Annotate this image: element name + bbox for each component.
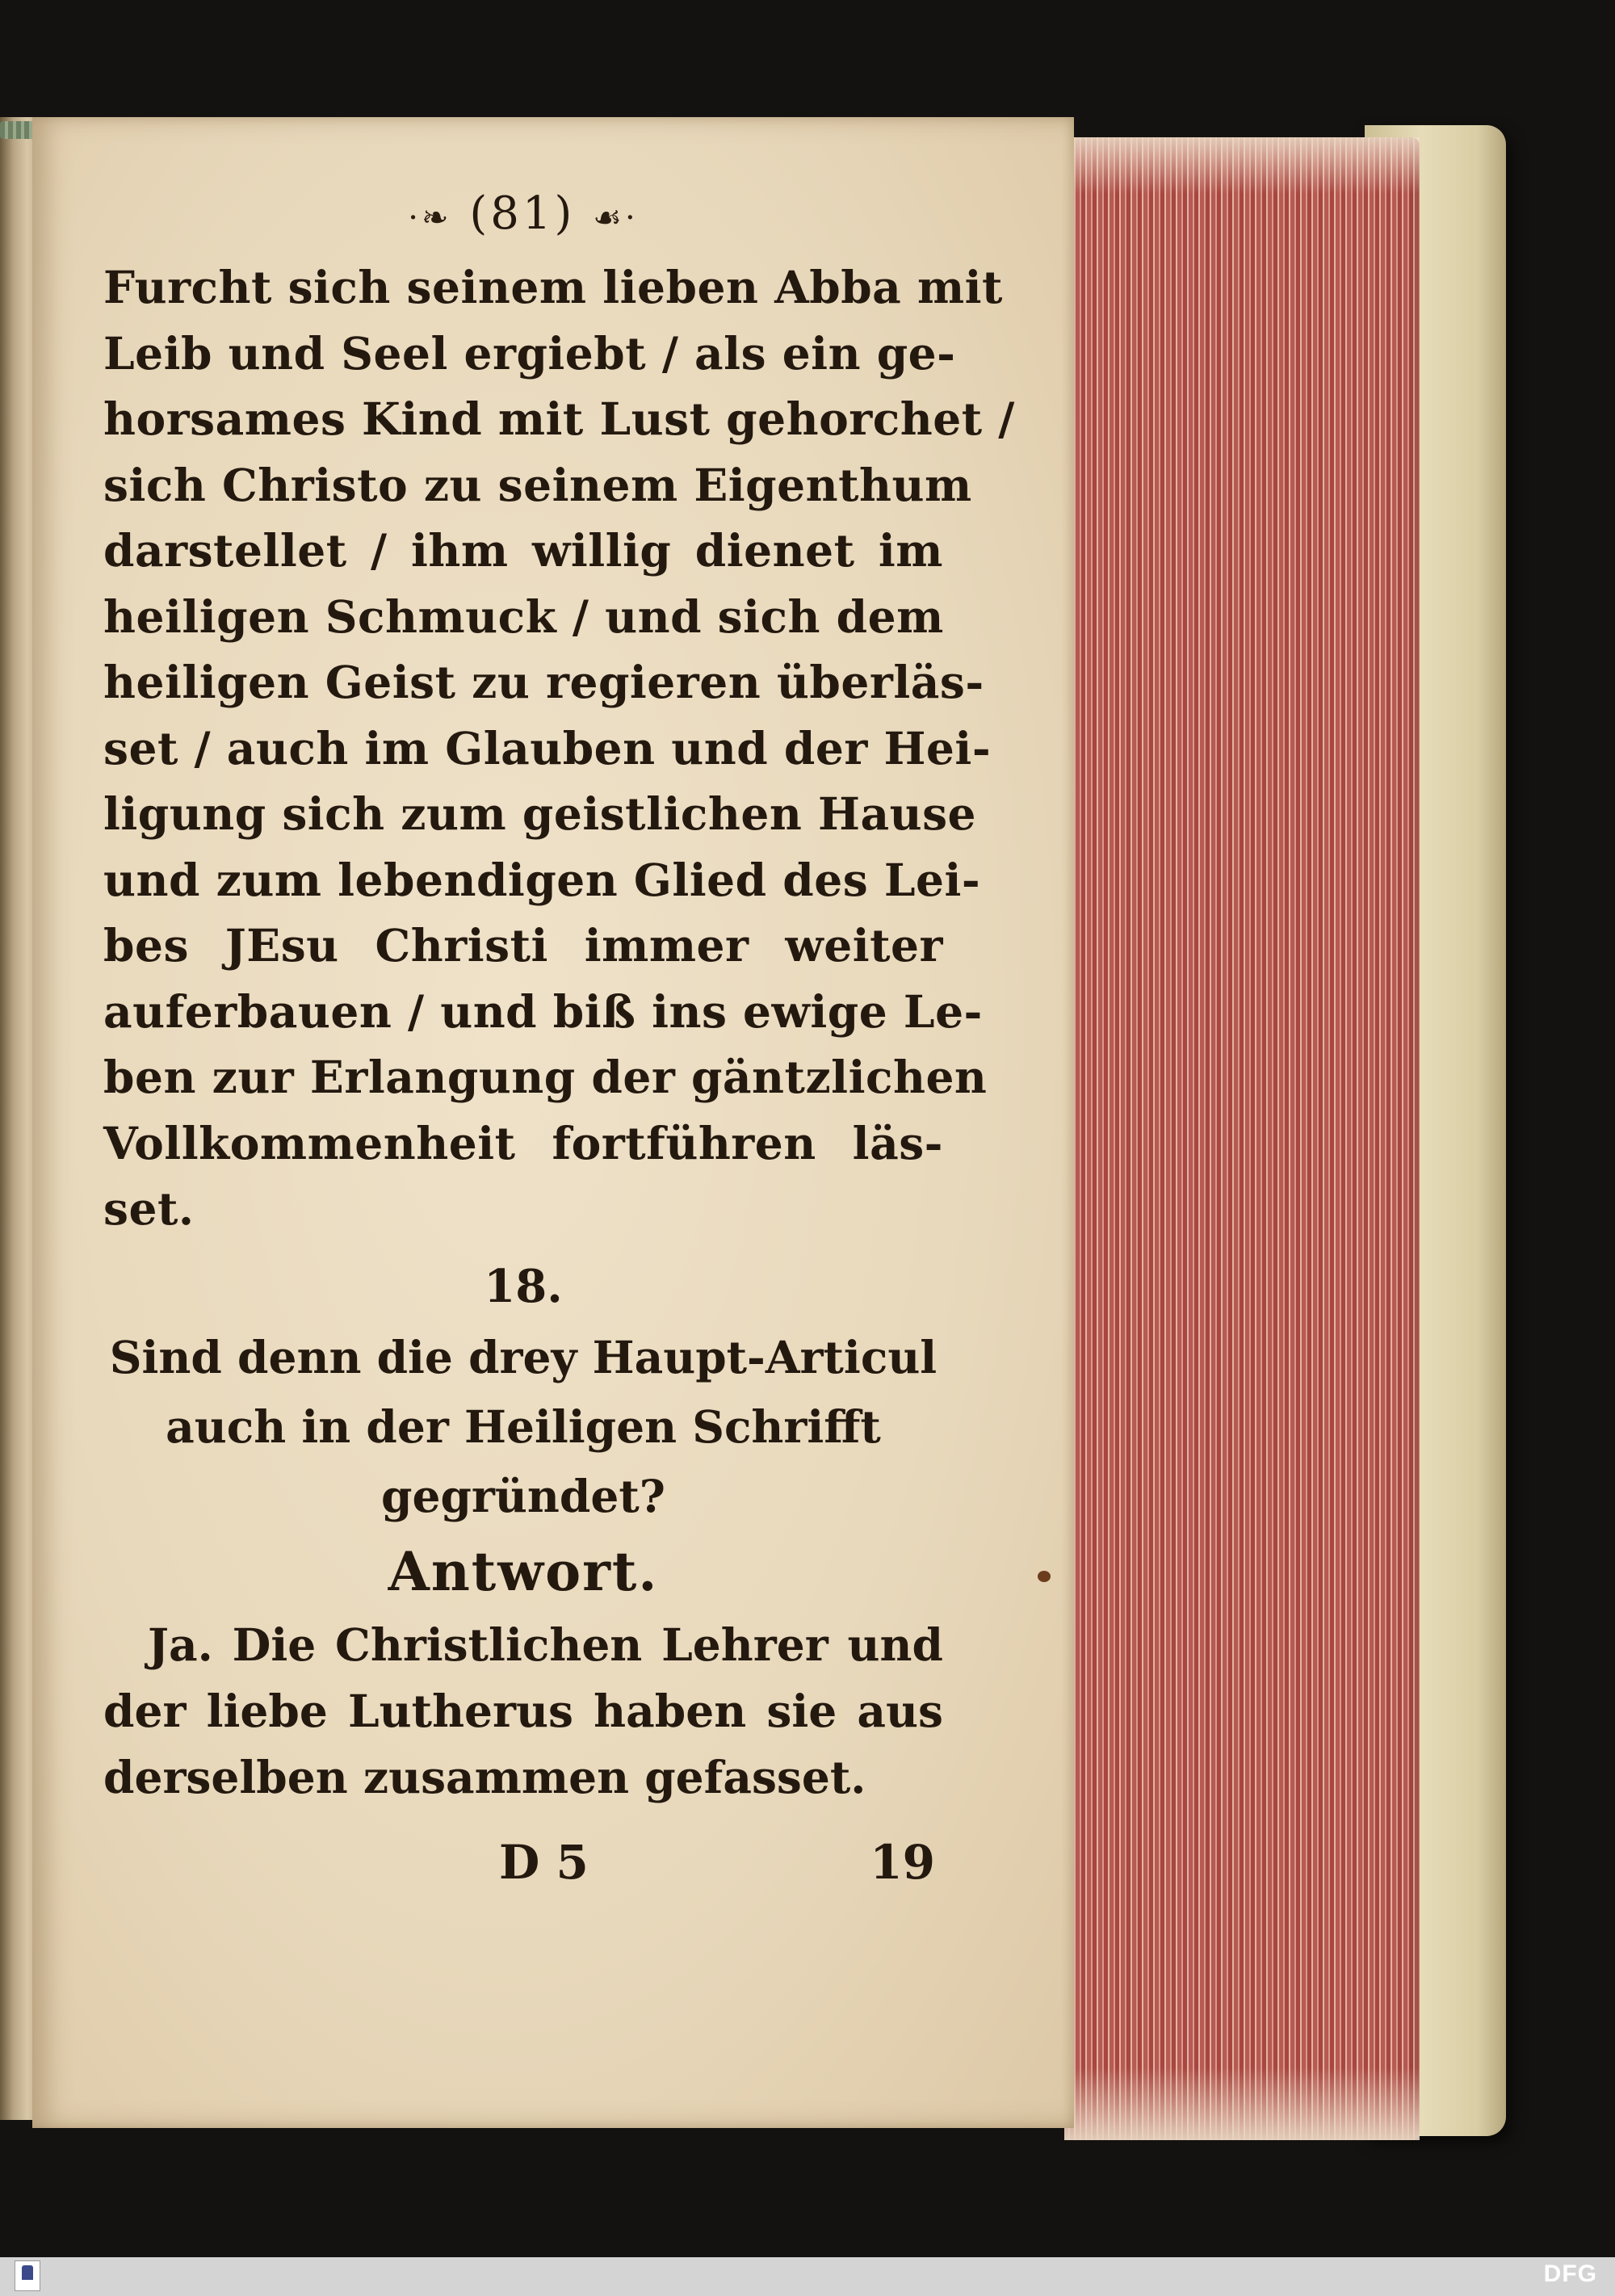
body-line: auferbauen / und biß ins ewige Le- — [103, 984, 983, 1038]
page-edges-shade-bottom — [1064, 2067, 1420, 2140]
page-text-block — [103, 182, 1015, 1908]
viewer-bottom-bar — [0, 2257, 1615, 2296]
body-line: set / auch im Glauben und der Hei- — [103, 721, 992, 774]
body-line: sich Christo zu seinem Eigenthum — [103, 458, 972, 511]
body-line: ligung sich zum geistlichen Hause — [103, 787, 977, 840]
body-line: ben zur Erlangung der gäntzlichen — [103, 1051, 988, 1103]
page-edges — [1064, 137, 1420, 2140]
library-logo-icon — [15, 2260, 40, 2291]
catchword: 19 — [870, 1834, 935, 1890]
dfg-logo: DFG — [1543, 2260, 1597, 2287]
answer-line: derselben zusammen gefasset. — [103, 1750, 866, 1803]
answer-line: Ja. Die Christlichen Lehrer und — [148, 1618, 943, 1671]
body-line: und zum lebendigen Glied des Lei- — [103, 853, 981, 906]
body-line: set. — [103, 1182, 195, 1235]
body-line: heiligen Schmuck / und sich dem — [103, 590, 944, 643]
section-number: 18. — [484, 1259, 563, 1313]
answer-line: der liebe Lutherus haben sie aus — [103, 1684, 943, 1737]
answer-heading: Antwort. — [388, 1539, 659, 1603]
body-line: darstellet / ihm willig dienet im — [103, 524, 943, 577]
paper-stain — [1038, 1571, 1051, 1582]
page-edges-shade-top — [1064, 137, 1420, 194]
question-line: Sind denn die drey Haupt-Articul — [109, 1330, 938, 1383]
body-line: Furcht sich seinem lieben Abba mit — [103, 261, 1003, 313]
body-line: Vollkommenheit fortführen läs- — [103, 1116, 943, 1169]
ornament-left-icon: ·❧ — [408, 199, 452, 237]
signature-mark: D 5 — [499, 1834, 589, 1890]
body-line: bes JEsu Christi immer weiter — [103, 919, 943, 972]
page-header — [103, 182, 943, 254]
body-line: Leib und Seel ergiebt / als ein ge- — [103, 326, 956, 380]
question-line: gegründet? — [381, 1469, 665, 1522]
question-line: auch in der Heiligen Schrifft — [166, 1400, 881, 1453]
body-line: horsames Kind mit Lust gehorchet / — [103, 392, 1015, 445]
page-footer — [103, 1827, 943, 1908]
body-line: heiligen Geist zu regieren überläs- — [103, 656, 984, 708]
page-number: (81) — [469, 187, 576, 240]
ornament-right-icon: ☙· — [593, 199, 639, 237]
